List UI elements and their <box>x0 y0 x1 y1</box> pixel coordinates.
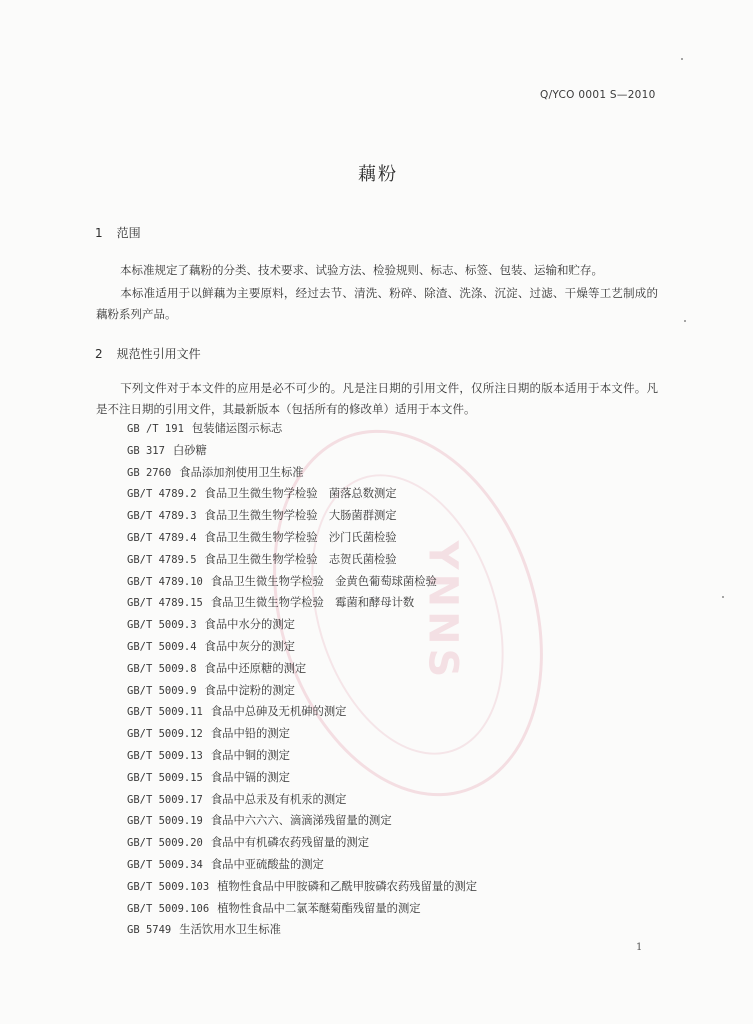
reference-item <box>127 832 477 854</box>
scan-speck <box>684 320 686 322</box>
reference-item <box>127 636 477 658</box>
section-heading-scope <box>95 224 141 241</box>
reference-item <box>127 549 477 571</box>
reference-code: GB/T 5009.4 <box>127 640 197 653</box>
reference-item <box>127 854 477 876</box>
reference-code: GB/T 5009.11 <box>127 706 203 719</box>
reference-code: GB/T 5009.103 <box>127 880 210 893</box>
reference-code: GB/T 4789.3 <box>127 510 197 523</box>
references-intro-paragraph: 下列文件对于本文件的应用是必不可少的。凡是注日期的引用文件，仅所注日期的版本适用于本文件。凡是不注日期的引用文件，其最新版本（包括所有的修改单）适用于本文件。 <box>96 381 658 416</box>
reference-item <box>127 876 477 898</box>
scope-paragraph-2: 本标准适用于以鲜藕为主要原料，经过去节、清洗、粉碎、除渣、洗涤、沉淀、过滤、干燥等工艺制成的藕粉系列产品。 <box>96 286 658 321</box>
reference-title: 食品卫生微生物学检验 大肠菌群测定 <box>204 509 397 523</box>
reference-title: 包装储运图示标志 <box>191 422 283 435</box>
reference-code: GB/T 5009.13 <box>127 749 203 762</box>
reference-code: GB/T 5009.15 <box>127 771 203 784</box>
reference-code: GB/T 4789.10 <box>127 575 203 588</box>
reference-title: 植物性食品中甲胺磷和乙酰甲胺磷农药残留量的测定 <box>217 879 478 893</box>
reference-code: GB 2760 <box>127 466 172 479</box>
reference-code: GB/T 5009.9 <box>127 684 197 697</box>
section-title: 范围 <box>116 226 141 240</box>
reference-code: GB/T 5009.3 <box>127 619 197 632</box>
scope-paragraph-1: 本标准规定了藕粉的分类、技术要求、试验方法、检验规则、标志、标签、包装、运输和贮存。 <box>120 263 603 277</box>
reference-title: 食品卫生微生物学检验 金黄色葡萄球菌检验 <box>210 574 437 588</box>
reference-code: GB/T 5009.106 <box>127 902 210 915</box>
reference-title: 食品添加剂使用卫生标准 <box>179 465 304 479</box>
section-title: 规范性引用文件 <box>116 347 201 361</box>
document-title: 藕粉 <box>358 164 398 185</box>
reference-code: GB /T 191 <box>127 423 184 435</box>
section-number: 1 <box>95 226 103 240</box>
reference-item <box>127 658 477 680</box>
reference-title: 食品中铅的测定 <box>210 727 290 741</box>
reference-title: 食品中水分的测定 <box>204 618 295 632</box>
reference-code: GB/T 4789.4 <box>127 531 197 544</box>
reference-code: GB/T 5009.34 <box>127 858 203 871</box>
reference-title: 食品中总砷及无机砷的测定 <box>210 705 347 719</box>
reference-item <box>127 701 477 723</box>
reference-code: GB/T 5009.8 <box>127 662 197 675</box>
reference-item <box>127 418 477 440</box>
reference-title: 食品中有机磷农药残留量的测定 <box>210 836 370 850</box>
reference-title: 食品中总汞及有机汞的测定 <box>210 792 347 806</box>
reference-code: GB/T 4789.2 <box>127 488 197 501</box>
reference-item <box>127 571 477 593</box>
reference-title: 食品卫生微生物学检验 志贺氏菌检验 <box>204 552 397 566</box>
scan-speck <box>722 596 724 598</box>
reference-code: GB/T 4789.15 <box>127 597 203 610</box>
reference-title: 白砂糖 <box>172 443 207 457</box>
reference-code: GB/T 4789.5 <box>127 553 197 566</box>
reference-item <box>127 505 477 527</box>
reference-item <box>127 483 477 505</box>
reference-item <box>127 789 477 811</box>
reference-item <box>127 919 477 941</box>
reference-item <box>127 614 477 636</box>
reference-item <box>127 462 477 484</box>
reference-title: 食品中镉的测定 <box>210 770 290 784</box>
reference-item <box>127 745 477 767</box>
section-number: 2 <box>95 347 103 361</box>
reference-code: GB/T 5009.12 <box>127 728 203 741</box>
reference-code: GB/T 5009.19 <box>127 815 203 828</box>
reference-title: 食品中灰分的测定 <box>204 639 295 653</box>
reference-title: 植物性食品中二氯苯醚菊酯残留量的测定 <box>217 901 421 915</box>
standard-code: Q/YCO 0001 S—2010 <box>540 89 656 101</box>
reference-item <box>127 680 477 702</box>
reference-item <box>127 440 477 462</box>
official-seal-lettering: YNNS <box>419 540 466 682</box>
reference-title: 生活饮用水卫生标准 <box>179 923 281 937</box>
reference-title: 食品卫生微生物学检验 菌落总数测定 <box>204 487 397 501</box>
reference-title: 食品卫生微生物学检验 沙门氏菌检验 <box>204 530 397 544</box>
page-number: 1 <box>636 942 643 953</box>
reference-code: GB/T 5009.17 <box>127 793 203 806</box>
reference-code: GB 317 <box>127 444 165 457</box>
reference-item <box>127 592 477 614</box>
reference-title: 食品中铜的测定 <box>210 748 290 762</box>
reference-item <box>127 767 477 789</box>
reference-item <box>127 898 477 920</box>
reference-code: GB 5749 <box>127 924 172 937</box>
reference-item <box>127 810 477 832</box>
reference-title: 食品中亚硫酸盐的测定 <box>210 857 324 871</box>
reference-title: 食品中还原糖的测定 <box>204 661 307 675</box>
section-heading-references <box>95 345 201 362</box>
reference-item <box>127 527 477 549</box>
reference-title: 食品中淀粉的测定 <box>204 683 295 697</box>
scan-speck <box>681 58 683 60</box>
reference-title: 食品中六六六、滴滴涕残留量的测定 <box>210 814 392 828</box>
reference-title: 食品卫生微生物学检验 霉菌和酵母计数 <box>210 596 415 610</box>
normative-references-list <box>127 418 477 941</box>
reference-item <box>127 723 477 745</box>
reference-code: GB/T 5009.20 <box>127 837 203 850</box>
